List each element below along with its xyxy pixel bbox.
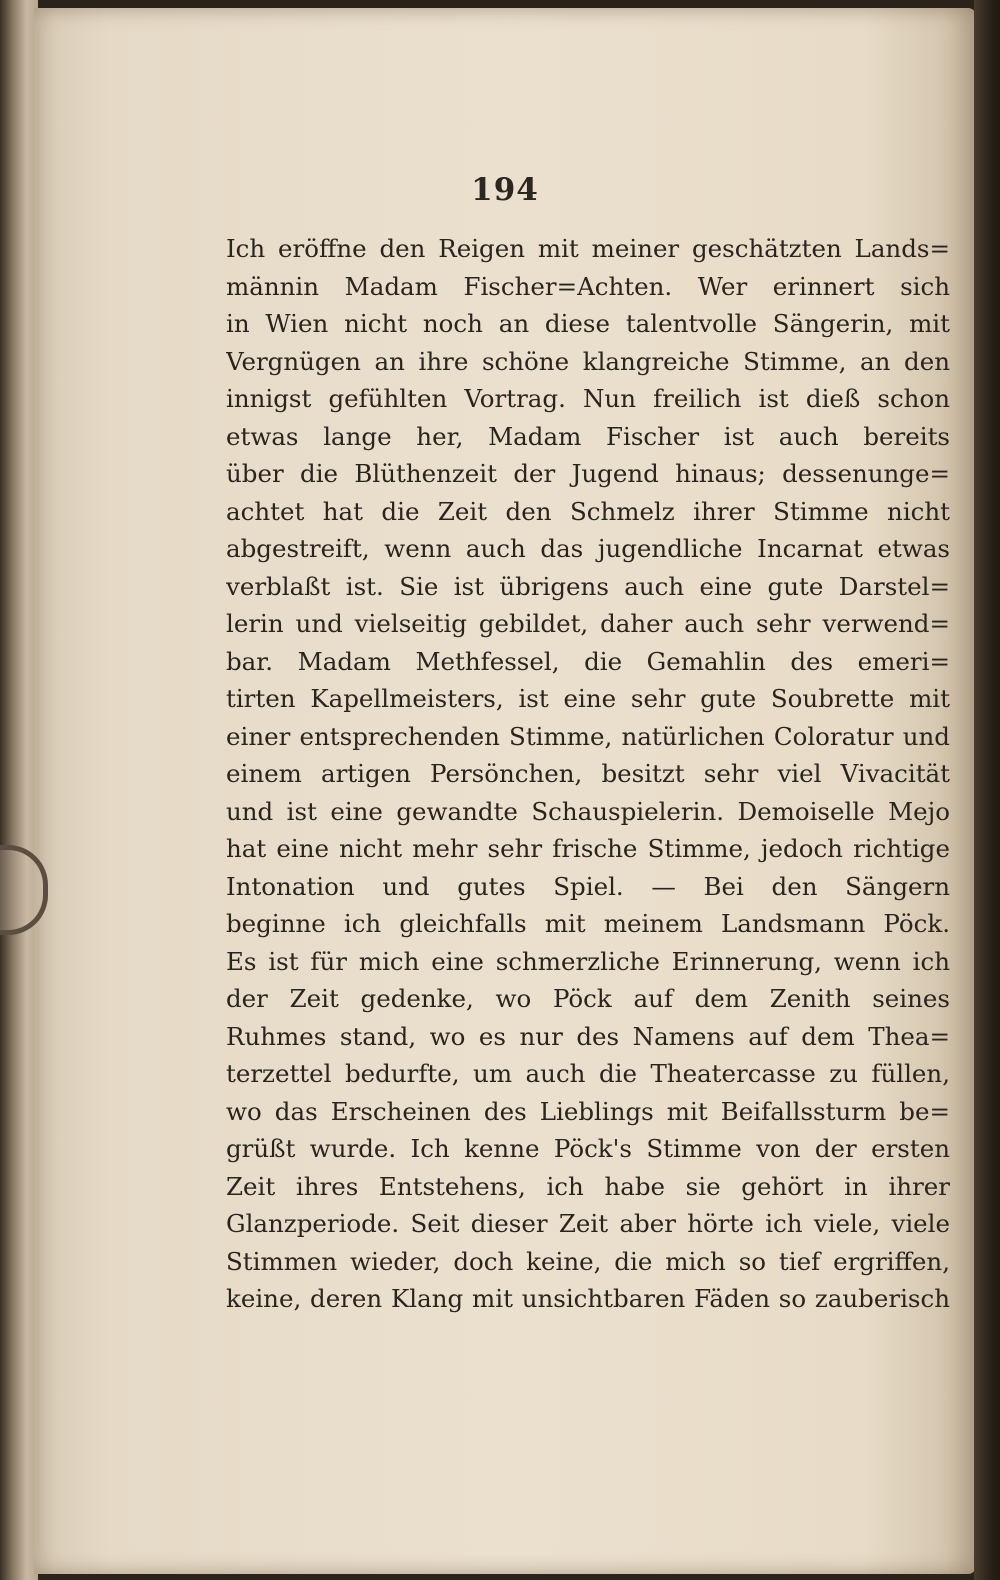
right-book-edge: [974, 0, 1000, 1580]
text-line: bar. Madam Methfessel, die Gemahlin des emeri=: [226, 646, 950, 676]
text-line: grüßt wurde. Ich kenne Pöck's Stimme von der ersten: [226, 1134, 950, 1163]
text-line: Zeit ihres Entstehens, ich habe sie gehört in ihrer: [226, 1171, 950, 1201]
text-line: Es ist für mich eine schmerzliche Erinnerung, wenn ich: [226, 946, 950, 976]
body-text: [226, 230, 950, 1318]
page-number: 194: [471, 172, 539, 208]
left-page-edge: [0, 0, 38, 1580]
text-line: verblaßt ist. Sie ist übrigens auch eine gute Darstel=: [226, 571, 950, 601]
text-line: über die Blüthenzeit der Jugend hinaus; dessenunge=: [226, 459, 950, 488]
book-page: [34, 8, 976, 1574]
text-line: Ich eröffne den Reigen mit meiner geschätzten Lands=: [226, 234, 950, 263]
text-line: abgestreift, wenn auch das jugendliche Incarnat etwas: [226, 534, 950, 563]
text-line: etwas lange her, Madam Fischer ist auch bereits: [226, 421, 950, 451]
text-line: Vergnügen an ihre schöne klangreiche Stimme, an den: [226, 346, 950, 376]
text-line: wo das Erscheinen des Lieblings mit Beifallssturm be=: [226, 1096, 950, 1126]
text-line: terzettel bedurfte, um auch die Theatercasse zu füllen,: [226, 1059, 950, 1088]
text-line: der Zeit gedenke, wo Pöck auf dem Zenith seines: [226, 984, 950, 1013]
text-line: Ruhmes stand, wo es nur des Namens auf dem Thea=: [226, 1021, 950, 1051]
text-line: keine, deren Klang mit unsichtbaren Fäden so zauberisch: [226, 1284, 950, 1313]
text-line: achtet hat die Zeit den Schmelz ihrer Stimme nicht: [226, 496, 950, 526]
text-line: lerin und vielseitig gebildet, daher auch sehr verwend=: [226, 609, 950, 638]
text-line: und ist eine gewandte Schauspielerin. Demoiselle Mejo: [226, 796, 950, 826]
text-line: beginne ich gleichfalls mit meinem Landsmann Pöck.: [226, 909, 950, 938]
text-line: männin Madam Fischer=Achten. Wer erinnert sich: [226, 271, 950, 301]
text-line: tirten Kapellmeisters, ist eine sehr gute Soubrette mit: [226, 684, 950, 713]
text-line: in Wien nicht noch an diese talentvolle Sängerin, mit: [226, 309, 950, 338]
text-line: einer entsprechenden Stimme, natürlichen Coloratur und: [226, 721, 950, 751]
text-line: Stimmen wieder, doch keine, die mich so tief ergriffen,: [226, 1246, 950, 1276]
text-line: einem artigen Persönchen, besitzt sehr viel Vivacität: [226, 759, 950, 788]
text-line: Glanzperiode. Seit dieser Zeit aber hörte ich viele, viele: [226, 1209, 950, 1238]
text-line: innigst gefühlten Vortrag. Nun freilich ist dieß schon: [226, 384, 950, 413]
text-line: Intonation und gutes Spiel. — Bei den Sängern: [226, 871, 950, 901]
text-line: hat eine nicht mehr sehr frische Stimme, jedoch richtige: [226, 834, 950, 863]
